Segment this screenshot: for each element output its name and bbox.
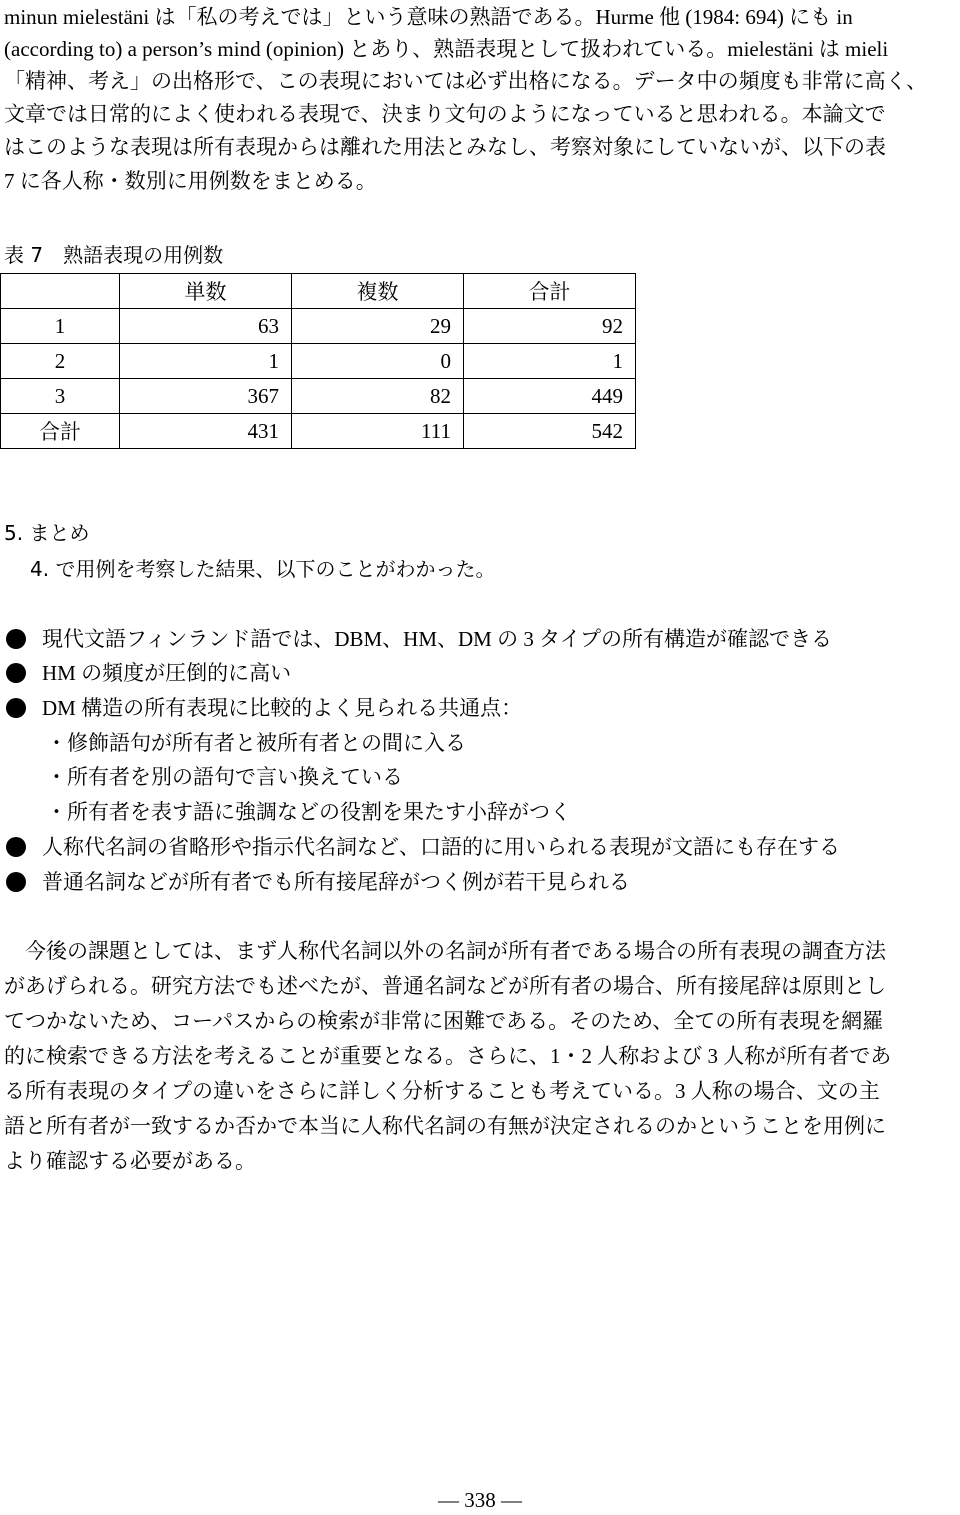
conclusion-line-5: る所有表現のタイプの違いをさらに詳しく分析することも考えている。3 人称の場合、文の主 (4, 1079, 880, 1103)
bullet-icon (6, 698, 26, 718)
table-cell: 542 (464, 414, 636, 449)
conclusion-line-4: 的に検索できる方法を考えることが重要となる。さらに、1・2 人称および 3 人称が所有者であ (4, 1044, 892, 1068)
finding-item (4, 691, 522, 725)
table-cell: 367 (120, 379, 292, 414)
table-cell: 63 (120, 309, 292, 344)
table-cell: 1 (464, 344, 636, 379)
finding-subitem: ・修飾語句が所有者と被所有者との間に入る (46, 731, 466, 755)
table-cell: 1 (120, 344, 292, 379)
table-cell: 3 (1, 379, 120, 414)
finding-item (4, 865, 630, 899)
finding-item (4, 830, 840, 864)
section-title: 5. まとめ (4, 521, 90, 545)
table-cell: 431 (120, 414, 292, 449)
table-caption: 表 7 熟語表現の用例数 (4, 243, 224, 267)
section-lead: 4. で用例を考察した結果、以下のことがわかった。 (30, 557, 496, 581)
bullet-icon (6, 629, 26, 649)
conclusion-line-6: 語と所有者が一致するか否かで本当に人称代名詞の有無が決定されるのかということを用例に (4, 1114, 886, 1138)
table-cell: 82 (292, 379, 464, 414)
table-header-cell: 複数 (292, 274, 464, 309)
table-cell: 29 (292, 309, 464, 344)
finding-text: HM の頻度が圧倒的に高い (42, 661, 292, 685)
finding-text: DM 構造の所有表現に比較的よく見られる共通点： (42, 696, 523, 720)
intro-line-6: 7 に各人称・数別に用例数をまとめる。 (4, 169, 377, 193)
intro-line-5: はこのような表現は所有表現からは離れた用法とみなし、考察対象にしていないが、以下の表 (4, 135, 886, 159)
conclusion-line-3: てつかないため、コーパスからの検索が非常に困難である。そのため、全ての所有表現を網羅 (4, 1009, 884, 1033)
conclusion-line-2: があげられる。研究方法でも述べたが、普通名詞などが所有者の場合、所有接尾辞は原則とし (4, 974, 886, 998)
intro-line-4: 文章では日常的によく使われる表現で、決まり文句のようになっていると思われる。本論文で (4, 102, 886, 126)
table-row (1, 379, 636, 414)
bullet-icon (6, 663, 26, 683)
table-cell: 2 (1, 344, 120, 379)
table-cell: 1 (1, 309, 120, 344)
conclusion-line-7: より確認する必要がある。 (4, 1149, 256, 1173)
finding-subitem: ・所有者を表す語に強調などの役割を果たす小辞がつく (46, 800, 571, 824)
finding-text: 現代文語フィンランド語では、DBM、HM、DM の 3 タイプの所有構造が確認できる (42, 627, 833, 651)
intro-line-1: minun mielestäni は「私の考えでは」という意味の熟語である。Hurme 他 (1984: 694) にも in (4, 5, 853, 29)
finding-item (4, 622, 832, 656)
table-cell: 92 (464, 309, 636, 344)
page-number: ― 338 ― (438, 1488, 522, 1512)
table-header-cell: 合計 (464, 274, 636, 309)
table-header-cell (1, 274, 120, 309)
table-row (1, 309, 636, 344)
bullet-icon (6, 837, 26, 857)
bullet-icon (6, 872, 26, 892)
table-cell: 449 (464, 379, 636, 414)
finding-text: 人称代名詞の省略形や指示代名詞など、口語的に用いられる表現が文語にも存在する (42, 835, 840, 859)
table-header-row (1, 274, 636, 309)
usage-count-table (0, 273, 636, 449)
table-row (1, 414, 636, 449)
finding-subitem: ・所有者を別の語句で言い換えている (46, 765, 403, 789)
intro-line-2: (according to) a person’s mind (opinion) とあり、熟語表現として扱われている。mielestäni は mieli (4, 37, 889, 61)
table-cell: 0 (292, 344, 464, 379)
conclusion-line-1: 今後の課題としては、まず人称代名詞以外の名詞が所有者である場合の所有表現の調査方法 (4, 939, 886, 963)
table-cell: 111 (292, 414, 464, 449)
finding-item (4, 656, 291, 690)
table-cell: 合計 (1, 414, 120, 449)
table-row (1, 344, 636, 379)
finding-text: 普通名詞などが所有者でも所有接尾辞がつく例が若干見られる (42, 870, 630, 894)
intro-line-3: 「精神、考え」の出格形で、この表現においては必ず出格になる。データ中の頻度も非常に高く、 (4, 69, 928, 93)
table-header-cell: 単数 (120, 274, 292, 309)
